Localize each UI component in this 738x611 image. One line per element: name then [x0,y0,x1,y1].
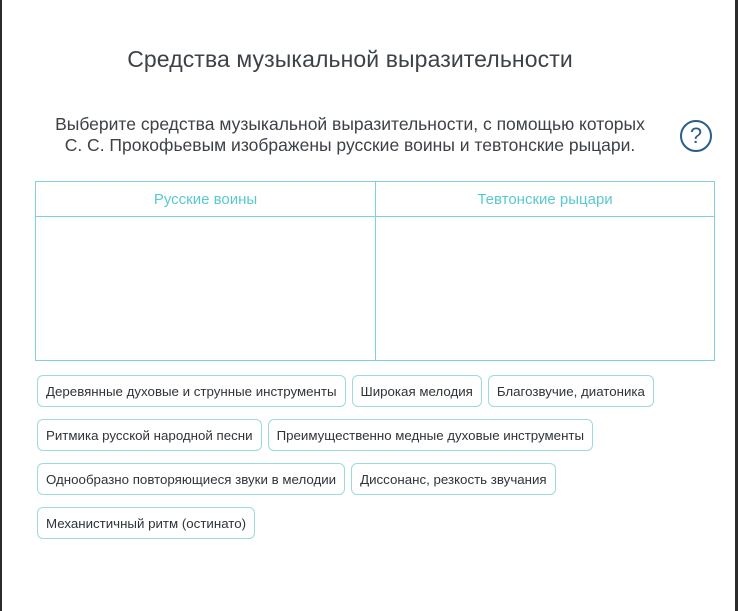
instruction-line-2: С. С. Прокофьевым изображены русские воины и тевтонские рыцари. [64,135,636,155]
option-chip[interactable]: Преимущественно медные духовые инструменты [268,419,594,451]
task-instruction [22,114,678,156]
drop-zone-teutonic-knights[interactable] [376,217,714,360]
option-chip[interactable]: Деревянные духовые и струнные инструменты [37,375,346,407]
chip-row [37,507,717,539]
column-header-russian-warriors: Русские воины [36,182,376,217]
option-chip[interactable]: Ритмика русской народной песни [37,419,262,451]
chip-row [37,463,717,495]
option-chip[interactable]: Широкая мелодия [352,375,482,407]
window-left-border [0,0,2,611]
option-chip[interactable]: Механистичный ритм (остинато) [37,507,255,539]
chip-row [37,419,717,451]
answer-options [37,375,717,551]
help-icon[interactable]: ? [680,120,712,152]
option-chip[interactable]: Диссонанс, резкость звучания [351,463,556,495]
column-header-teutonic-knights: Тевтонские рыцари [376,182,714,217]
option-chip[interactable]: Однообразно повторяющиеся звуки в мелодии [37,463,345,495]
chip-row [37,375,717,407]
page-title: Средства музыкальной выразительности [127,46,573,72]
instruction-line-1: Выберите средства музыкальной выразительности, с помощью которых [55,114,645,134]
sorting-table [35,181,715,361]
option-chip[interactable]: Благозвучие, диатоника [488,375,654,407]
drop-zone-russian-warriors[interactable] [36,217,376,360]
